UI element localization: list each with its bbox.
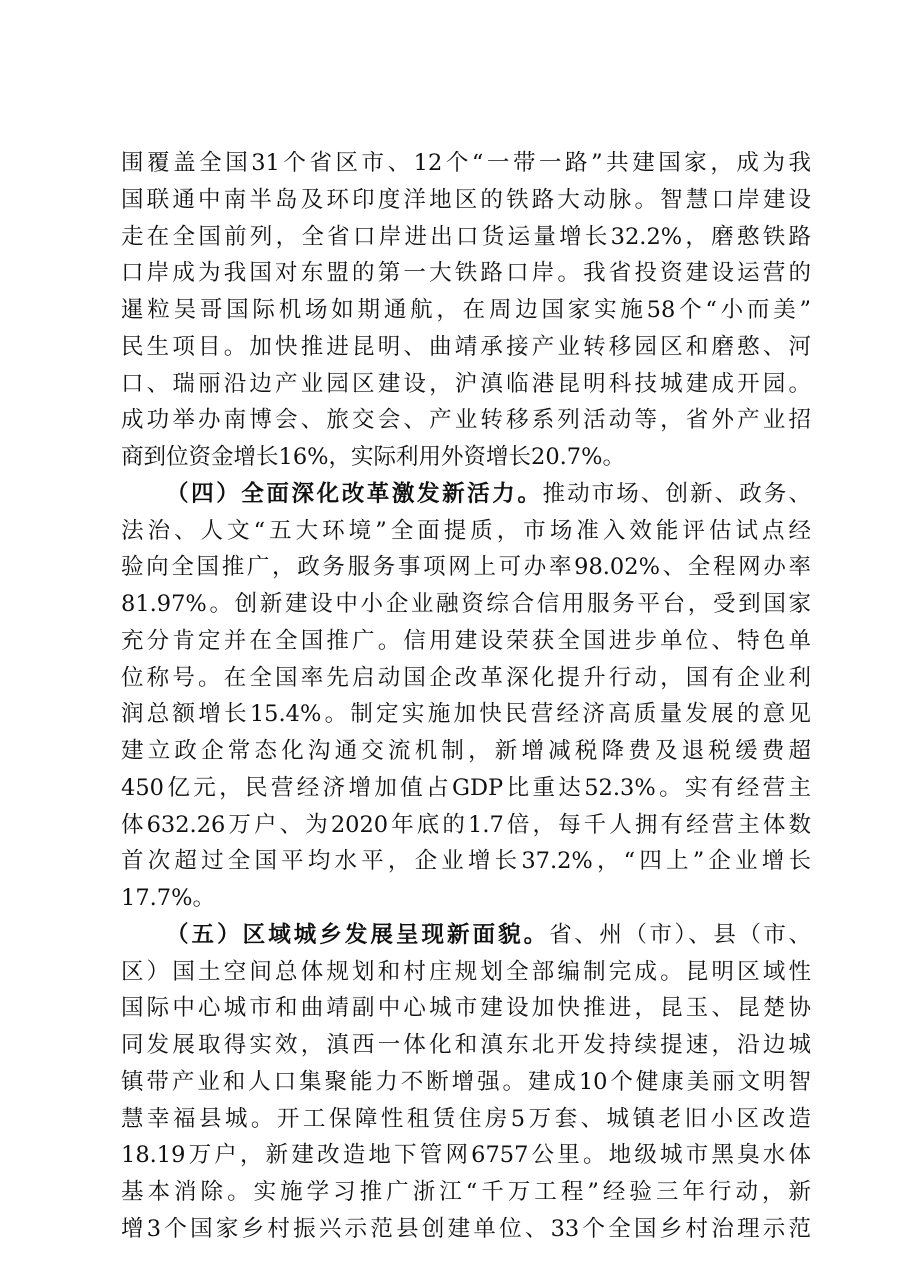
text-line: 走在全国前列，全省口岸进出口货运量增长32.2%，磨憨铁路	[121, 223, 811, 250]
text-line: 慧幸福县城。开工保障性租赁住房5万套、城镇老旧小区改造	[121, 1105, 811, 1132]
section-5-heading: （五）区域城乡发展呈现新面貌。	[166, 921, 550, 948]
text-line: 民生项目。加快推进昆明、曲靖承接产业转移园区和磨憨、河	[121, 333, 811, 360]
text-line: 增3个国家乡村振兴示范县创建单位、33个全国乡村治理示范	[121, 1215, 811, 1242]
section-4-first-line-text: 推动市场、创新、政务、	[542, 480, 811, 507]
section-4-heading: （四）全面深化改革激发新活力。	[166, 480, 543, 507]
text-line: 首次超过全国平均水平，企业增长37.2%，“四上”企业增长	[121, 848, 811, 875]
text-line: 围覆盖全国31个省区市、12个“一带一路”共建国家，成为我	[121, 150, 811, 176]
text-line: 位称号。在全国率先启动国企改革深化提升行动，国有企业利	[121, 664, 811, 691]
text-line: 镇带产业和人口集聚能力不断增强。建成10个健康美丽文明智	[121, 1068, 811, 1095]
paragraph-section-5	[121, 917, 811, 1248]
text-line: 81.97%。创新建设中小企业融资综合信用服务平台，受到国家	[121, 591, 811, 617]
section-5-first-line	[121, 917, 811, 954]
text-line: 成功举办南博会、旅交会、产业转移系列活动等，省外产业招	[121, 407, 811, 434]
paragraph-opening	[121, 145, 811, 476]
text-line: 同发展取得实效，滇西一体化和滇东北开发持续提速，沿边城	[121, 1032, 811, 1058]
text-line: 17.7%。	[121, 885, 215, 911]
text-line: 法治、人文“五大环境”全面提质，市场准入效能评估试点经	[121, 517, 811, 544]
paragraph-section-4	[121, 476, 811, 917]
text-line: 暹粒吴哥国际机场如期通航，在周边国家实施58个“小而美”	[121, 297, 811, 323]
text-line: 体632.26万户、为2020年底的1.7倍，每千人拥有经营主体数	[121, 811, 811, 838]
text-line: 润总额增长15.4%。制定实施加快民营经济高质量发展的意见	[121, 701, 811, 728]
text-line: 国联通中南半岛及环印度洋地区的铁路大动脉。智慧口岸建设	[121, 186, 811, 213]
text-line: 建立政企常态化沟通交流机制，新增减税降费及退税缓费超	[121, 738, 811, 764]
text-line: 商到位资金增长16%，实际利用外资增长20.7%。	[121, 444, 625, 470]
text-line: 口、瑞丽沿边产业园区建设，沪滇临港昆明科技城建成开园。	[121, 370, 811, 397]
text-line: 区）国土空间总体规划和村庄规划全部编制完成。昆明区域性	[121, 958, 811, 985]
text-line: 验向全国推广，政务服务事项网上可办率98.02%、全程网办率	[121, 554, 811, 581]
text-line: 口岸成为我国对东盟的第一大铁路口岸。我省投资建设运营的	[121, 260, 811, 287]
text-line: 18.19万户，新建改造地下管网6757公里。地级城市黑臭水体	[121, 1142, 811, 1169]
text-line: 基本消除。实施学习推广浙江“千万工程”经验三年行动，新	[121, 1179, 811, 1205]
section-4-first-line	[121, 476, 811, 513]
text-line: 450亿元，民营经济增加值占GDP比重达52.3%。实有经营主	[121, 774, 811, 801]
section-5-first-line-text: 省、州（市）、县（市、	[549, 921, 811, 948]
text-line: 充分肯定并在全国推广。信用建设荣获全国进步单位、特色单	[121, 627, 811, 654]
text-line: 国际中心城市和曲靖副中心城市建设加快推进，昆玉、昆楚协	[121, 995, 811, 1022]
document-body	[121, 145, 811, 1248]
